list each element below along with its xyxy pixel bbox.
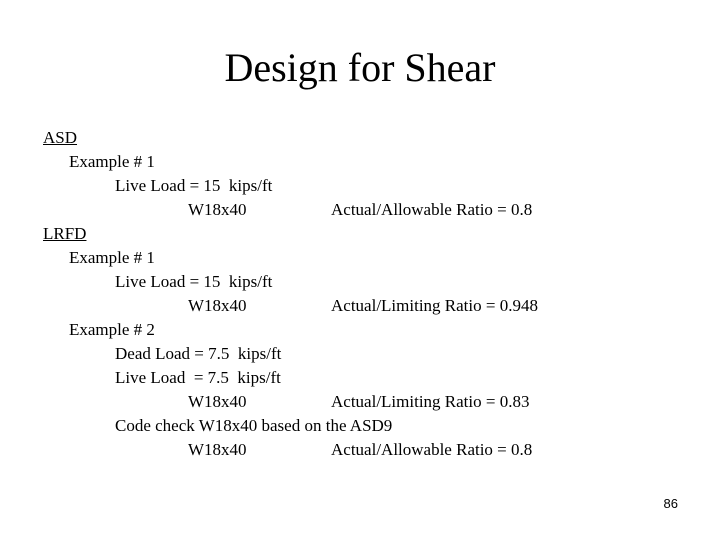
lrfd-example-1-section: W18x40 <box>188 296 247 315</box>
lrfd-heading: LRFD <box>43 224 87 243</box>
lrfd-example-1-live-load: Live Load = 15 kips/ft <box>115 272 273 291</box>
lrfd-example-2-check-ratio: Actual/Allowable Ratio = 0.8 <box>331 440 533 459</box>
asd-heading: ASD <box>43 128 78 147</box>
asd-example-1-label: Example # 1 <box>69 152 155 171</box>
lrfd-example-1-ratio: Actual/Limiting Ratio = 0.948 <box>331 296 538 315</box>
asd-example-1-section: W18x40 <box>188 200 247 219</box>
lrfd-example-1-label: Example # 1 <box>69 248 155 267</box>
asd-example-1-live-load: Live Load = 15 kips/ft <box>115 176 273 195</box>
page-number: 86 <box>663 496 678 511</box>
lrfd-example-2-live-load: Live Load = 7.5 kips/ft <box>115 368 281 387</box>
lrfd-example-2-code-check: Code check W18x40 based on the ASD9 <box>115 416 393 435</box>
lrfd-example-2-dead-load: Dead Load = 7.5 kips/ft <box>115 344 282 363</box>
lrfd-example-2-section: W18x40 <box>188 392 247 411</box>
slide-title: Design for Shear <box>224 45 496 90</box>
asd-example-1-ratio: Actual/Allowable Ratio = 0.8 <box>331 200 533 219</box>
lrfd-example-2-label: Example # 2 <box>69 320 155 339</box>
lrfd-example-2-check-section: W18x40 <box>188 440 247 459</box>
lrfd-example-2-ratio: Actual/Limiting Ratio = 0.83 <box>331 392 530 411</box>
